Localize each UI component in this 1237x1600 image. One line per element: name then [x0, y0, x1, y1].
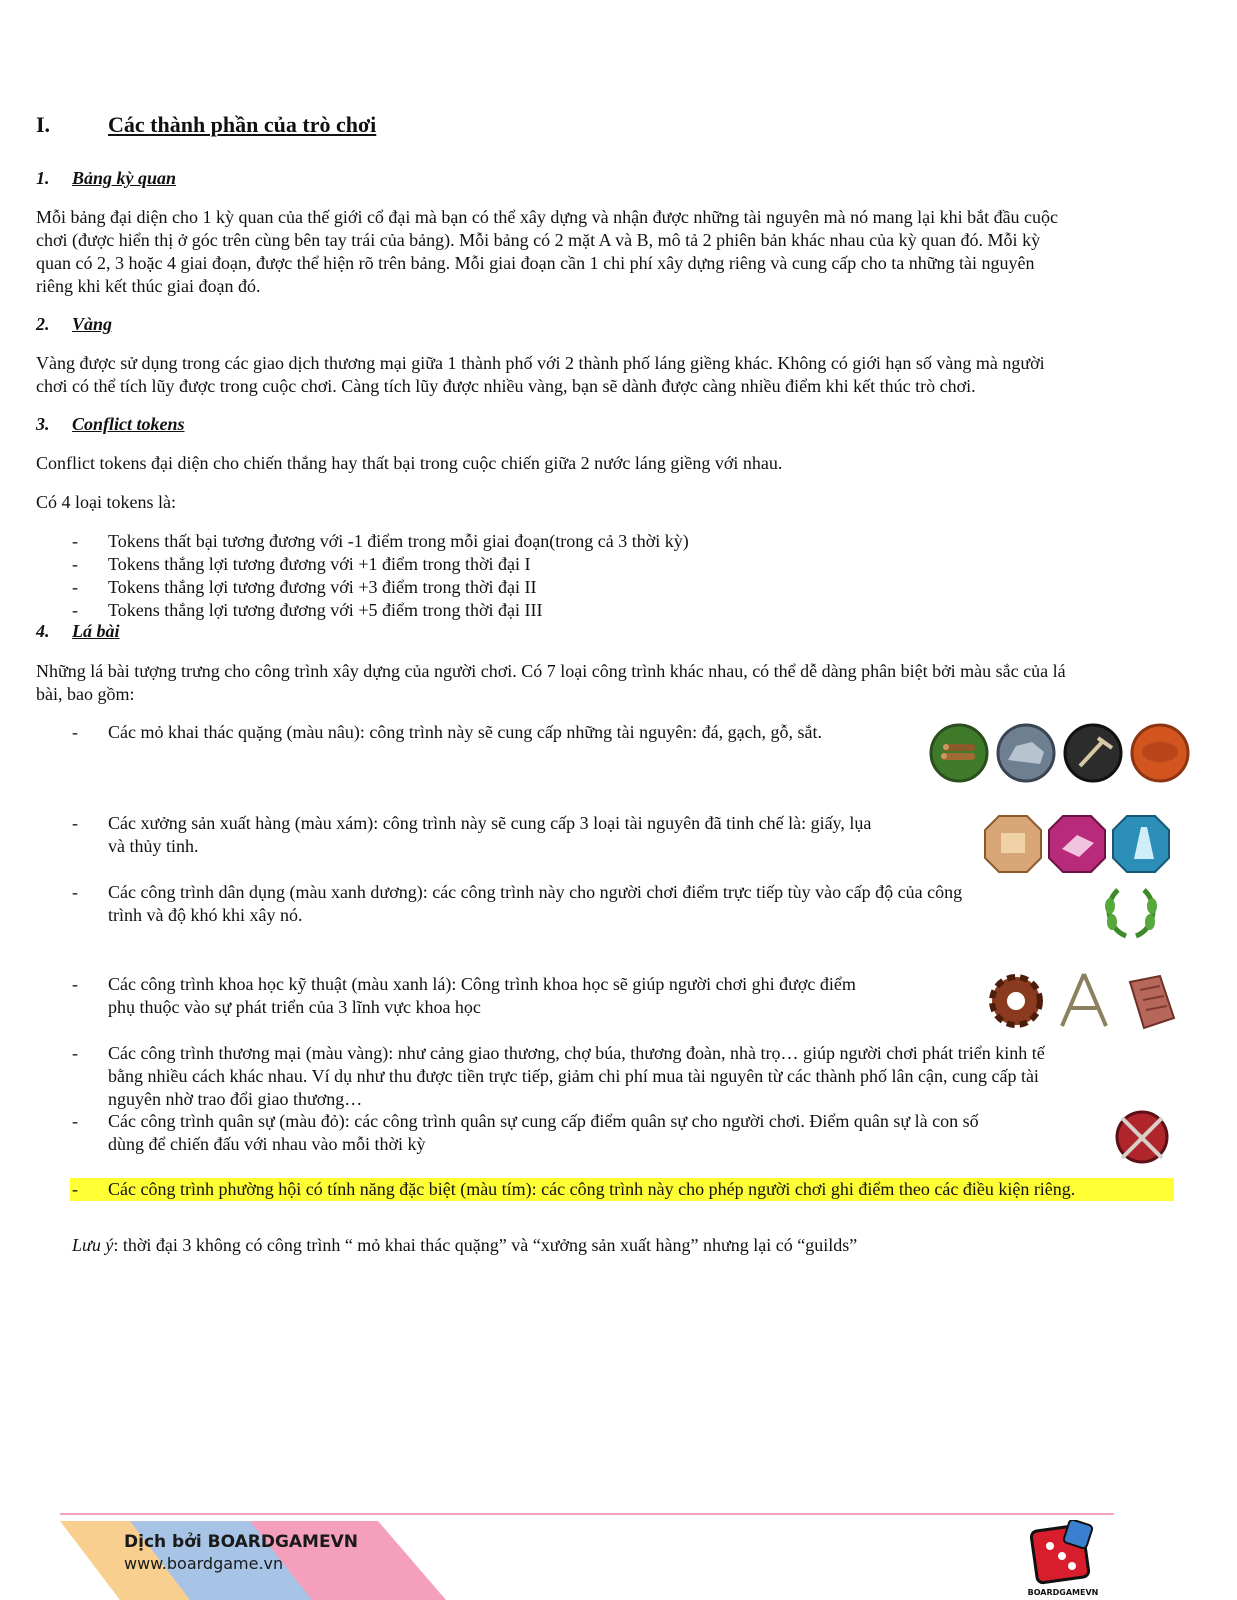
- title-number: I.: [36, 112, 51, 137]
- token-bullet: - Tokens thắng lợi tương đương với +3 điểm trong thời đại II: [72, 577, 537, 597]
- logo-text: BOARDGAMEVN: [1028, 1588, 1098, 1597]
- section-3-heading: 3. Conflict tokens: [36, 414, 185, 434]
- section-2-paragraph: Vàng được sử dụng trong các giao dịch thương mại giữa 1 thành phố với 2 thành phố láng giềng khác. Không có giới hạn số vàng mà người chơi có thể tích lũy được trong cuộc chơi. Càng tích lũy được nhiều vàng, bạn sẽ dành được càng nhiều điểm khi kết thúc trò chơi.: [36, 353, 1045, 396]
- token-bullet: - Tokens thất bại tương đương với -1 điểm trong mỗi giai đoạn(trong cả 3 thời kỳ): [72, 531, 689, 551]
- section-2-heading: 2. Vàng: [36, 314, 113, 334]
- section-1-heading: 1. Bảng kỳ quan: [36, 168, 177, 188]
- title-text: Các thành phần của trò chơi: [108, 112, 377, 137]
- card-type-military: - Các công trình quân sự (màu đỏ): các công trình quân sự cung cấp điểm quân sự cho người chơi. Điểm quân sự là con số dùng để chiến đấu với nhau vào mỗi thời kỳ: [72, 1111, 979, 1154]
- card-type-manufactured: - Các xưởng sản xuất hàng (màu xám): công trình này sẽ cung cấp 3 loại tài nguyên đã tinh chế là: giấy, lụa và thủy tinh.: [72, 813, 872, 856]
- token-bullet: - Tokens thắng lợi tương đương với +1 điểm trong thời đại I: [72, 554, 531, 574]
- card-type-raw-materials: - Các mỏ khai thác quặng (màu nâu): công trình này sẽ cung cấp những tài nguyên: đá, gạch, gỗ, sắt.: [72, 722, 823, 742]
- footer-credit: Dịch bởi BOARDGAMEVN: [124, 1532, 358, 1552]
- section-1-paragraph: Mỗi bảng đại diện cho 1 kỳ quan của thế giới cổ đại mà bạn có thể xây dựng và nhận được những tài nguyên mà nó mang lại khi bắt đầu cuộc chơi (được hiển thị ở góc trên cùng bên tay trái của bảng). Mỗi bảng có 2 mặt A và B, mô tả 2 phiên bản khác nhau của kỳ quan đó. Mỗi kỳ quan có 2, 3 hoặc 4 giai đoạn, được thể hiện rõ trên bảng. Mỗi giai đoạn cần 1 chi phí xây dựng riêng và cung cấp cho ta những tài nguyên riêng khi kết thúc giai đoạn đó.: [36, 207, 1059, 296]
- section-4-paragraph: Những lá bài tượng trưng cho công trình xây dựng của người chơi. Có 7 loại công trình khác nhau, có thể dễ dàng phân biệt bởi màu sắc của lá bài, bao gồm:: [36, 661, 1066, 704]
- card-type-commercial: - Các công trình thương mại (màu vàng): như cảng giao thương, chợ búa, thương đoàn, nhà trọ… giúp người chơi phát triển kinh tế bằng nhiều cách khác nhau. Ví dụ như thu được tiền trực tiếp, giảm chi phí mua tài nguyên từ các thành phố lân cận, cung cấp tài nguyên nhờ trao đổi giao thương…: [72, 1043, 1045, 1109]
- section-3-intro: Có 4 loại tokens là:: [36, 492, 176, 512]
- section-3-paragraph: Conflict tokens đại diện cho chiến thắng hay thất bại trong cuộc chiến giữa 2 nước láng giềng với nhau.: [36, 453, 783, 473]
- section-4-heading: 4. Lá bài: [36, 621, 120, 641]
- footer-url-link[interactable]: www.boardgame.vn: [124, 1554, 284, 1573]
- footer-divider: [60, 1513, 1114, 1515]
- note-label: Lưu ý: [72, 1235, 114, 1255]
- card-type-civic: - Các công trình dân dụng (màu xanh dương): các công trình này cho người chơi điểm trực tiếp tùy vào cấp độ của công trình và độ khó khi xây nó.: [72, 882, 963, 925]
- boardgamevn-logo: [1028, 1520, 1098, 1598]
- card-type-guilds-highlighted: - Các công trình phường hội có tính năng đặc biệt (màu tím): các công trình này cho phép người chơi ghi điểm theo các điều kiện riêng.: [70, 1178, 1174, 1201]
- token-bullet: - Tokens thắng lợi tương đương với +5 điểm trong thời đại III: [72, 600, 543, 620]
- card-type-science: - Các công trình khoa học kỹ thuật (màu xanh lá): Công trình khoa học sẽ giúp người chơi ghi được điểm phụ thuộc vào sự phát triển của 3 lĩnh vực khoa học: [72, 974, 856, 1017]
- note-text: : thời đại 3 không có công trình “ mỏ khai thác quặng” và “xưởng sản xuất hàng” nhưng lại có “guilds”: [113, 1235, 858, 1255]
